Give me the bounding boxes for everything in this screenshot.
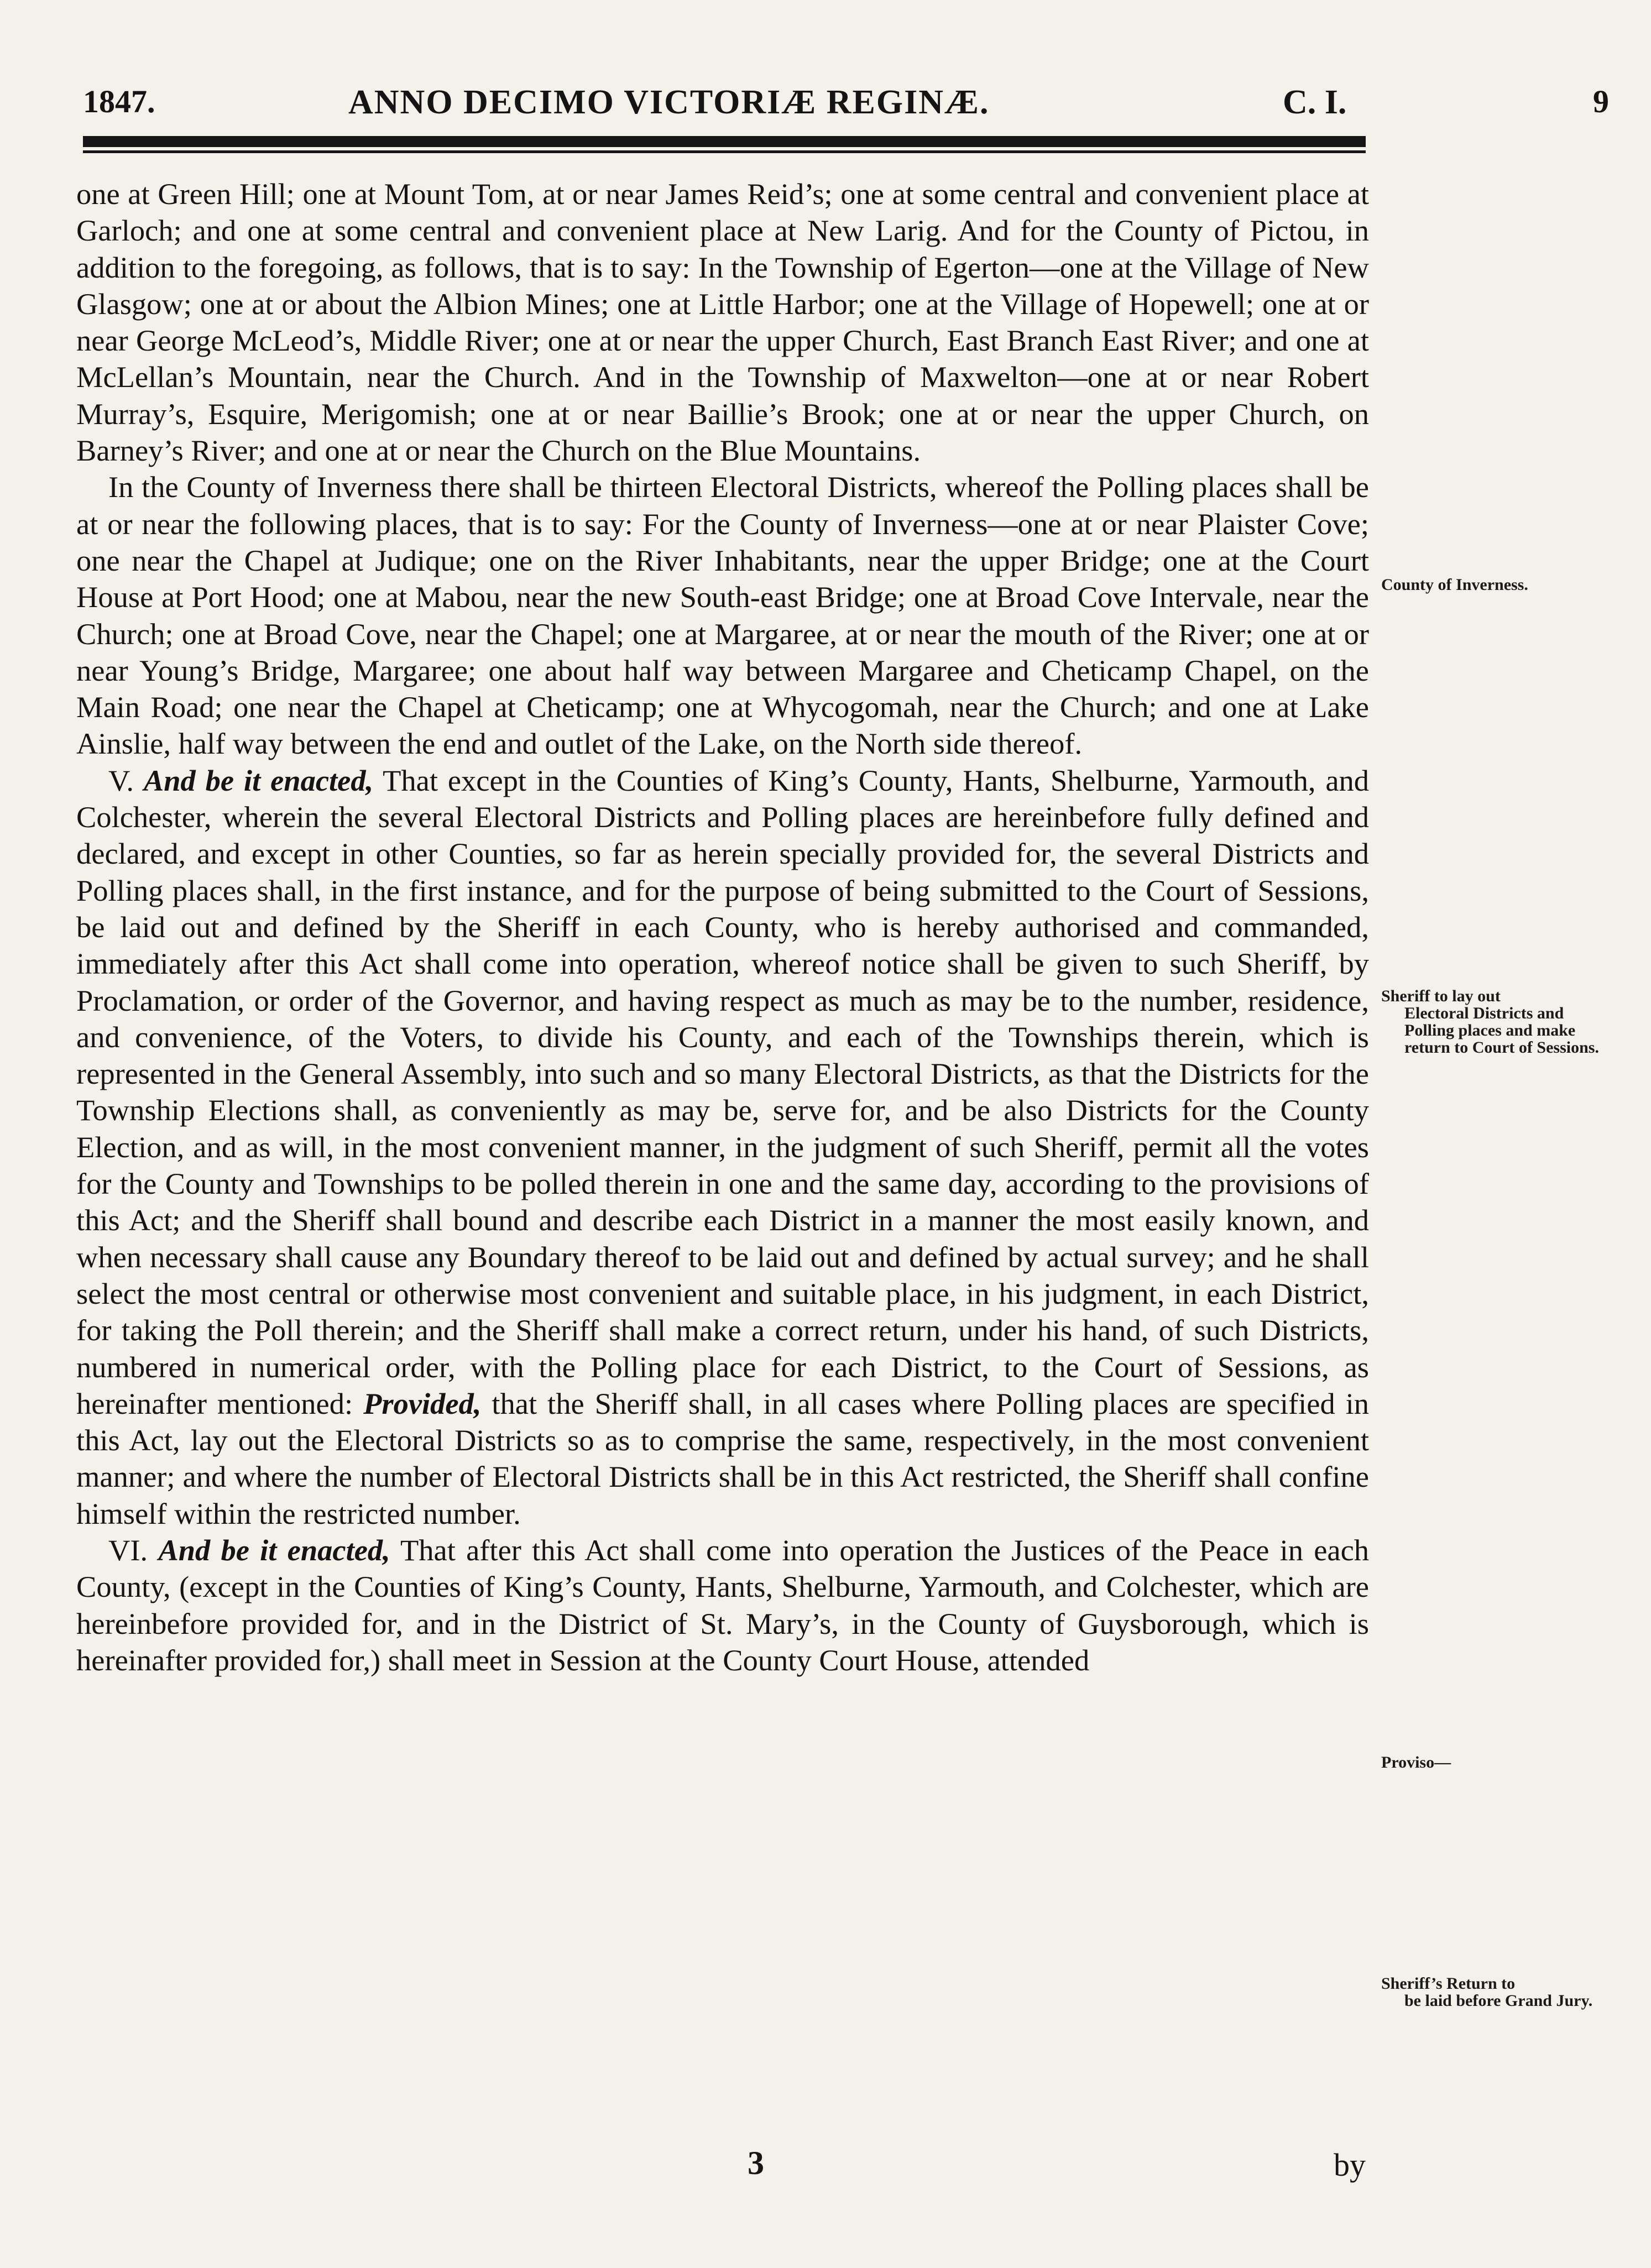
catchword: by: [1334, 2147, 1366, 2183]
header-rule-thick: [83, 136, 1366, 147]
section-number: V.: [108, 763, 134, 797]
margin-note-text: Proviso—: [1381, 1753, 1451, 1771]
margin-note-line1: Sheriff’s Return to: [1381, 1974, 1516, 1993]
section-text: That except in the Counties of King’s County, Hants, Shelburne, Yarmouth, and Colchester, wherein the several Electoral Districts and Polling places are hereinbefore fully defined and declared, and except in other Counties, so far as herein specially provided for, the several Districts and Polling places shall, in the first instance, and for the purpose of being submitted to the Court of Sessions, be laid out and defined by the Sheriff in each County, who is hereby authorised and commanded, immediately after this Act shall come into operation, whereof notice shall be given to such Sheriff, by Proclamation, or order of the Governor, and having respect as much as may be to the number, residence, and convenience, of the Voters, to divide his County, and each of the Townships therein, which is represented in the General Assembly, into such and so many Electoral Districts, as that the Districts for the Township Elections shall, as conveniently as may be, serve for, and be also Districts for the County Election, and as will, in the most convenient manner, in the judgment of such Sheriff, permit all the votes for the County and Townships to be polled therein in one and the same day, according to the provisions of this Act; and the Sheriff shall bound and describe each District in a manner the most easily known, and when necessary shall cause any Boundary thereof to be laid out and defined by actual survey; and he shall select the most central or otherwise most convenient and suitable place, in his judgment, in each District, for taking the Poll therein; and the Sheriff shall make a correct return, under his hand, of such Districts, numbered in numerical order, with the Polling place for each District, to the Court of Sessions, as hereinafter mentioned:: [76, 763, 1370, 1420]
body-text: [76, 176, 1369, 1679]
margin-note-rest: be laid before Grand Jury.: [1404, 1992, 1593, 2010]
enacting-clause: And be it enacted,: [158, 1533, 390, 1567]
proviso-word: Provided,: [363, 1386, 482, 1420]
signature-mark: 3: [748, 2145, 764, 2181]
margin-note-rest: Electoral Districts and Polling places and make return to Court of Sessions.: [1404, 1004, 1599, 1057]
header-title: ANNO DECIMO VICTORIÆ REGINÆ.: [348, 83, 990, 121]
margin-note-sheriff: [1381, 987, 1613, 1056]
margin-note-inverness: [1381, 576, 1613, 593]
header-chapter: C. I.: [1283, 83, 1347, 121]
margin-note-return: [1381, 1975, 1613, 2009]
running-header: [83, 83, 1609, 138]
header-rule-thin: [83, 150, 1366, 153]
margin-note-text: County of Inverness.: [1381, 576, 1528, 594]
section-text: That after this Act shall come into operation the Justices of the Peace in each County, (except in the Counties of King’s County, Hants, Shelburne, Yarmouth, and Colchester, which are hereinbefore provided for, and in the District of St. Mary’s, in the County of Guysborough, which is hereinafter provided for,) shall meet in Session at the County Court House, attended: [76, 1533, 1370, 1677]
proviso-text: that the Sheriff shall, in all cases where Polling places are specified in this Act, lay out the Electoral Districts so as to comprise the same, respectively, in the most convenient manner; and where the number of Electoral Districts shall be in this Act restricted, the Sheriff shall confine himself within the restricted number.: [76, 1386, 1370, 1530]
paragraph-inverness: In the County of Inverness there shall be thirteen Electoral Districts, whereof the Polling places shall be at or near the following places, that is to say: For the County of Inverness—one at or near Plaister Cove; one near the Chapel at Judique; one on the River Inhabitants, near the upper Bridge; one at the Court House at Port Hood; one at Mabou, near the new South-east Bridge; one at Broad Cove Intervale, near the Church; one at Broad Cove, near the Chapel; one at Margaree, at or near the mouth of the River; one at or near Young’s Bridge, Margaree; one about half way between Margaree and Cheticamp Chapel, on the Main Road; one near the Chapel at Cheticamp; one at Whycogomah, near the Church; and one at Lake Ainslie, half way between the end and outlet of the Lake, on the North side thereof.: [76, 470, 1369, 761]
paragraph-pictou: one at Green Hill; one at Mount Tom, at or near James Reid’s; one at some central and convenient place at Garloch; and one at some central and convenient place at New Larig. And for the County of Pictou, in addition to the foregoing, as follows, that is to say: In the Township of Egerton—one at the Village of New Glasgow; one at or about the Albion Mines; one at Little Harbor; one at the Village of Hopewell; one at or near George McLeod’s, Middle River; one at or near the upper Church, East Branch East River; and one at McLellan’s Mountain, near the Church. And in the Township of Maxwelton—one at or near Robert Murray’s, Esquire, Merigomish; one at or near Baillie’s Brook; one at or near the upper Church, on Barney’s River; and one at or near the Church on the Blue Mountains.: [76, 177, 1369, 468]
enacting-clause: And be it enacted,: [143, 763, 374, 797]
margin-note-proviso: [1381, 1754, 1613, 1771]
section-number: VI.: [108, 1533, 148, 1567]
header-year: 1847.: [83, 83, 155, 119]
paragraph-section-v: [76, 762, 1369, 1532]
page-number: 9: [1593, 83, 1609, 119]
margin-note-line1: Sheriff to lay out: [1381, 987, 1501, 1005]
paragraph-section-vi: [76, 1532, 1369, 1679]
